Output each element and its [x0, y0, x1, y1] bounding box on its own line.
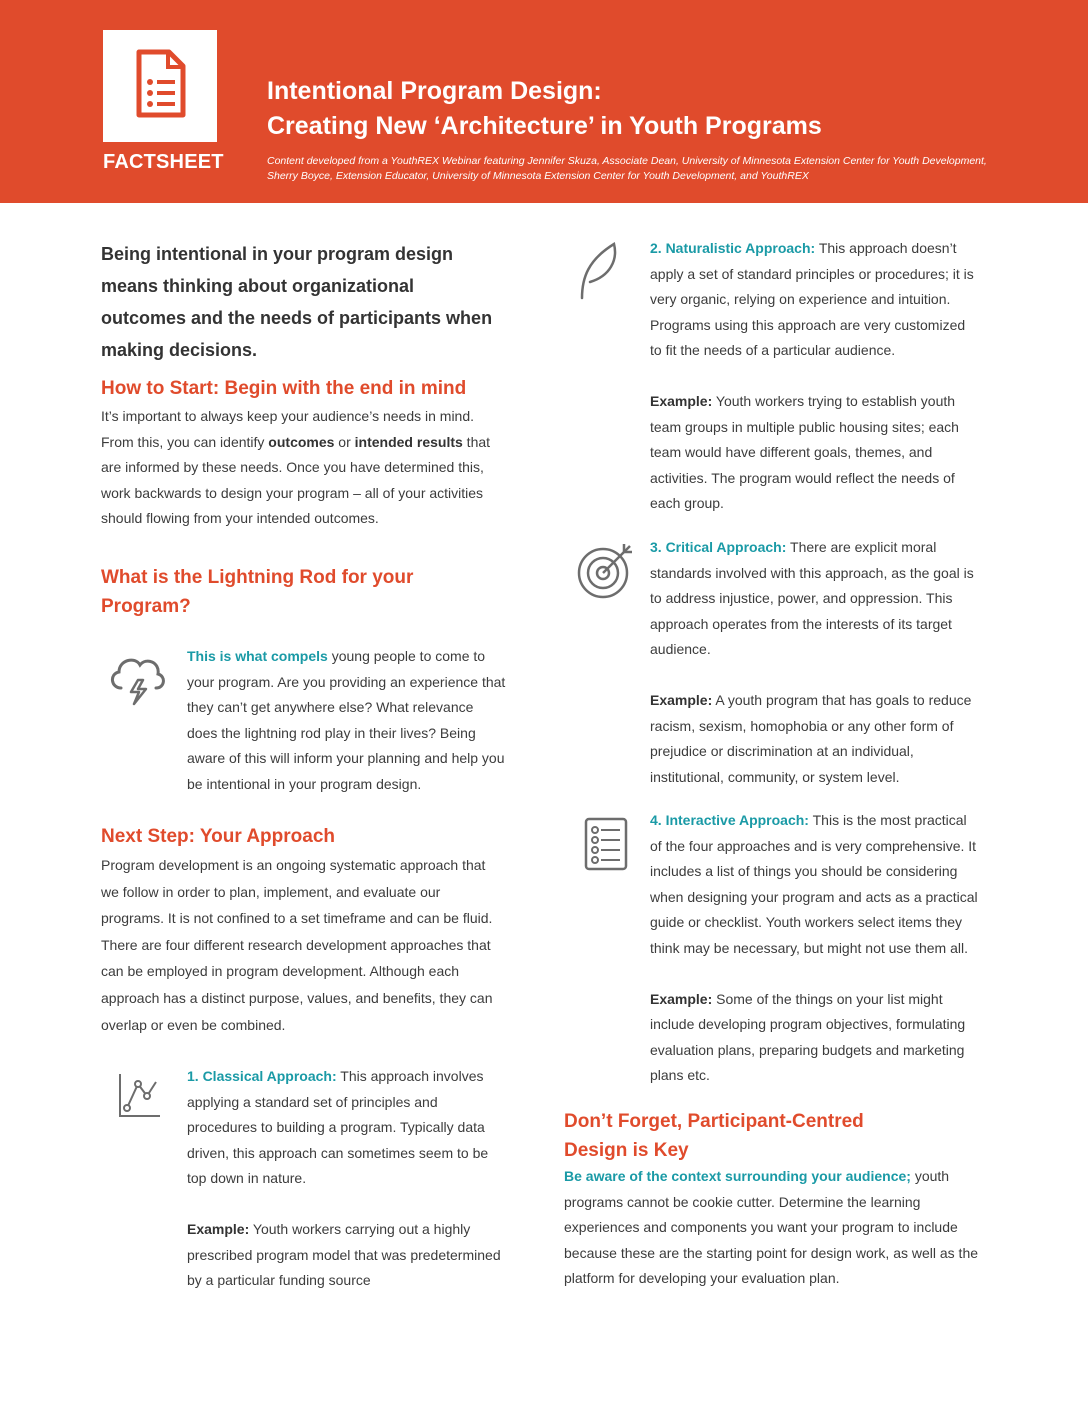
critical-approach: [650, 535, 980, 790]
participant-centred-body: [564, 1164, 984, 1292]
interactive-approach: [650, 808, 980, 1089]
start-text-c: that are informed by these needs. Once you have determined this, work backwards to design your program – all of your activities should flowing from your intended outcomes.: [101, 433, 491, 527]
next-step-heading: Next Step: Your Approach: [101, 826, 336, 847]
participant-text: youth programs cannot be cookie cutter. Determine the learning experiences and components you want your program to include because these are the starting point for design work, as well as the platform for developing your evaluation plan.: [564, 1168, 979, 1287]
how-to-start-body: [101, 404, 501, 532]
naturalistic-example-label: Example:: [650, 392, 713, 409]
document-list-icon: [133, 49, 187, 119]
leaf-icon: [576, 240, 620, 302]
lightning-rod-body: [187, 644, 507, 798]
lightning-lead: This is what compels: [187, 648, 328, 664]
participant-centred-heading: Don’t Forget, Participant-Centred Design is Key: [564, 1111, 864, 1161]
checklist-icon: [584, 817, 628, 871]
storm-cloud-icon: [106, 650, 168, 706]
how-to-start-heading: How to Start: Begin with the end in mind: [101, 378, 467, 399]
lightning-text: young people to come to your program. Are you providing an experience that they can’t get anywhere else? What relevance does the lightning rod play in their lives? Being aware of this will inform your planning and help you be intentional in your program design.: [187, 648, 506, 792]
start-text-b: or: [334, 433, 355, 450]
factsheet-label: FACTSHEET: [103, 151, 224, 173]
naturalistic-text: This approach doesn’t apply a set of standard principles or procedures; it is very organic, relying on experience and intuition. Programs using this approach are very customized to fit the needs of a particular audience.: [650, 240, 974, 359]
critical-example-label: Example:: [650, 691, 713, 708]
start-text-a: It’s important to always keep your audience’s needs in mind. From this, you can identify: [101, 408, 475, 450]
interactive-example-text: Some of the things on your list might include developing program objectives, formulating evaluation plans, preparing budgets and marketing plans etc.: [650, 990, 966, 1084]
title-line-2: Creating New ‘Architecture’ in Youth Programs: [267, 112, 822, 140]
classical-lead: 1. Classical Approach:: [187, 1068, 337, 1084]
title-line-1: Intentional Program Design:: [267, 77, 602, 105]
next-step-body: Program development is an ongoing systematic approach that we follow in order to plan, implement, and evaluate our programs. It is not confined to a set timeframe and can be fluid. There are four different research development approaches that can be employed in program development. Although each approach has a distinct purpose, values, and benefits, they can overlap or even be combined.: [101, 857, 493, 1033]
page-title: [267, 74, 1047, 144]
critical-text: There are explicit moral standards involved with this approach, as the goal is to address injustice, power, and oppression. This approach operates from the interests of its target audience.: [650, 539, 974, 658]
header-banner: [0, 0, 1088, 203]
participant-lead: Be aware of the context surrounding your audience;: [564, 1168, 911, 1184]
page-subtitle: Content developed from a YouthREX Webinar featuring Jennifer Skuza, Associate Dean, University of Minnesota Extension Center for Youth Development, Sherry Boyce, Extension Educator, University of Minnesota Extension Center for Youth Development, and YouthREX: [267, 155, 987, 182]
classical-example-label: Example:: [187, 1220, 250, 1237]
line-chart-icon: [116, 1072, 162, 1120]
classical-approach: [187, 1064, 509, 1294]
intended-results-term: intended results: [354, 433, 463, 450]
naturalistic-example-text: Youth workers trying to establish youth team groups in multiple public housing sites; each team would have different goals, themes, and activities. The program would reflect the needs of each group.: [650, 392, 959, 512]
interactive-example-label: Example:: [650, 990, 713, 1007]
interactive-lead: 4. Interactive Approach:: [650, 812, 809, 828]
naturalistic-lead: 2. Naturalistic Approach:: [650, 240, 816, 256]
interactive-text: This is the most practical of the four approaches and is very comprehensive. It includes a list of things you should be considering when designing your program and acts as a practical guide or checklist. Youth workers select items they think may be necessary, but might not use them all.: [650, 812, 978, 956]
intro-statement: Being intentional in your program design means thinking about organizational outcomes and the needs of participants when making decisions.: [101, 244, 493, 360]
classical-example-text: Youth workers carrying out a highly prescribed program model that was predetermined by a particular funding source: [187, 1220, 501, 1289]
lightning-rod-heading: What is the Lightning Rod for your Program?: [101, 567, 414, 617]
naturalistic-approach: [650, 236, 980, 517]
critical-example-text: A youth program that has goals to reduce racism, sexism, homophobia or any other form of prejudice or discrimination at an individual, institutional, community, or system level.: [650, 691, 972, 785]
classical-text: This approach involves applying a standard set of principles and procedures to building a program. Typically data driven, this approach can sometimes seem to be top down in nature.: [187, 1068, 489, 1187]
critical-lead: 3. Critical Approach:: [650, 539, 787, 555]
target-icon: [576, 540, 638, 600]
outcomes-term: outcomes: [268, 433, 335, 450]
factsheet-logo: [103, 30, 217, 142]
